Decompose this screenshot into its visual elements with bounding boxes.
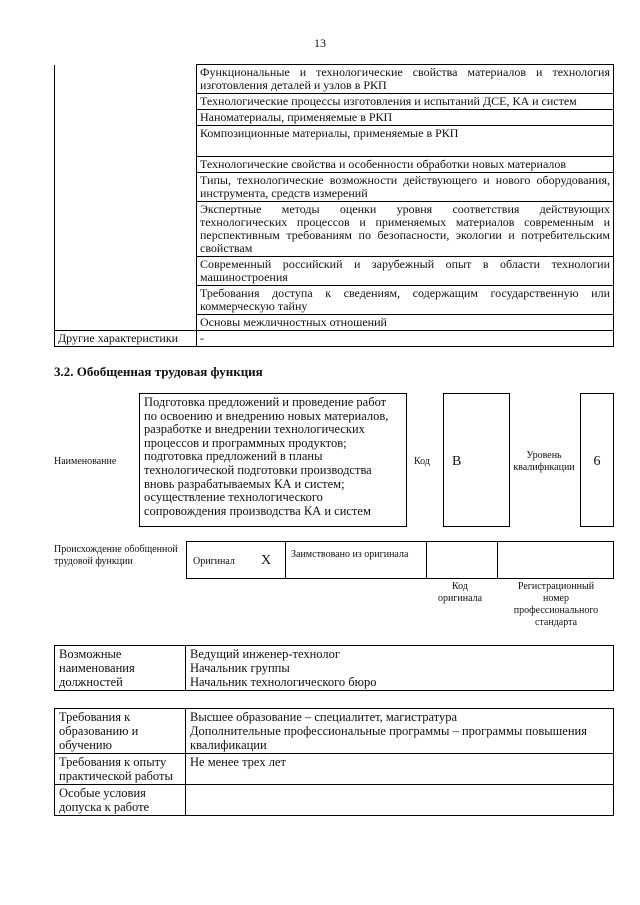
knowledge-item: Современный российский и зарубежный опыт в области технологии машиностроения: [197, 257, 614, 286]
positions-values: [186, 646, 614, 691]
knowledge-item: Технологические свойства и особенности обработки новых материалов: [197, 157, 614, 173]
knowledge-item: Экспертные методы оценки уровня соответствия действующих технологических процессов и применяемых материалов современным и перспективным требованиям по безопасности, экологии и потребительским свойствам: [197, 202, 614, 257]
other-characteristics-label: Другие характеристики: [55, 331, 197, 347]
origin-divider: [426, 542, 427, 578]
level-label: Уровень квалификации: [513, 450, 575, 473]
position-item: Начальник группы: [190, 661, 290, 675]
special-conditions-label: Особые условия допуска к работе: [55, 785, 186, 816]
level-value-box: 6: [580, 393, 614, 527]
origin-divider: [497, 542, 498, 578]
education-item: Дополнительные профессиональные программы – программы повышения квалификации: [190, 724, 587, 752]
original-mark: X: [261, 553, 272, 568]
education-item: Высшее образование – специалитет, магистратура: [190, 710, 458, 724]
code-original-caption: Код оригинала: [437, 581, 483, 604]
origin-row: [186, 541, 614, 579]
requirements-table: [54, 708, 614, 816]
knowledge-item: Композиционные материалы, применяемые в РКП: [197, 126, 614, 157]
positions-label: Возможные наименования должностей: [55, 646, 186, 691]
origin-label: Происхождение обобщенной трудовой функции: [54, 544, 178, 567]
knowledge-item: Требования доступа к сведениям, содержащим государственную или коммерческую тайну: [197, 286, 614, 315]
origin-divider: [285, 542, 286, 578]
knowledge-label-cell: [55, 65, 197, 331]
position-item: Начальник технологического бюро: [190, 675, 377, 689]
section-title: 3.2. Обобщенная трудовая функция: [54, 364, 263, 379]
knowledge-item: Типы, технологические возможности действующего и нового оборудования, инструмента, средств измерений: [197, 173, 614, 202]
position-item: Ведущий инженер-технолог: [190, 647, 340, 661]
original-label: Оригинал: [193, 556, 235, 567]
knowledge-item: Наноматериалы, применяемые в РКП: [197, 110, 614, 126]
registration-number-caption: Регистрационный номер профессионального стандарта: [513, 581, 599, 628]
knowledge-item: Функциональные и технологические свойства материалов и технология изготовления деталей и узлов в РКП: [197, 65, 614, 94]
name-label: Наименование: [54, 456, 117, 467]
code-label: Код: [414, 456, 430, 467]
other-characteristics-value: -: [197, 331, 614, 347]
special-conditions-value: [186, 785, 614, 816]
experience-label: Требования к опыту практической работы: [55, 754, 186, 785]
education-label: Требования к образованию и обучению: [55, 709, 186, 754]
knowledge-item: Основы межличностных отношений: [197, 315, 614, 331]
experience-value: Не менее трех лет: [186, 754, 614, 785]
knowledge-table: [54, 64, 614, 347]
knowledge-item: Технологические процессы изготовления и испытаний ДСЕ, КА и систем: [197, 94, 614, 110]
education-values: [186, 709, 614, 754]
code-value-box: B: [443, 393, 510, 527]
name-text-box: Подготовка предложений и проведение работ по освоению и внедрению новых материалов, разработке и внедрении технологических процессов и программных продуктов; подготовка предложений в планы технологической подготовки производства вновь разрабатываемых КА и систем; осуществление технологического сопровождения производства КА и систем: [139, 393, 407, 527]
positions-table: [54, 645, 614, 691]
borrowed-label: Заимствовано из оригинала: [291, 549, 409, 560]
page-number: 13: [314, 36, 326, 50]
